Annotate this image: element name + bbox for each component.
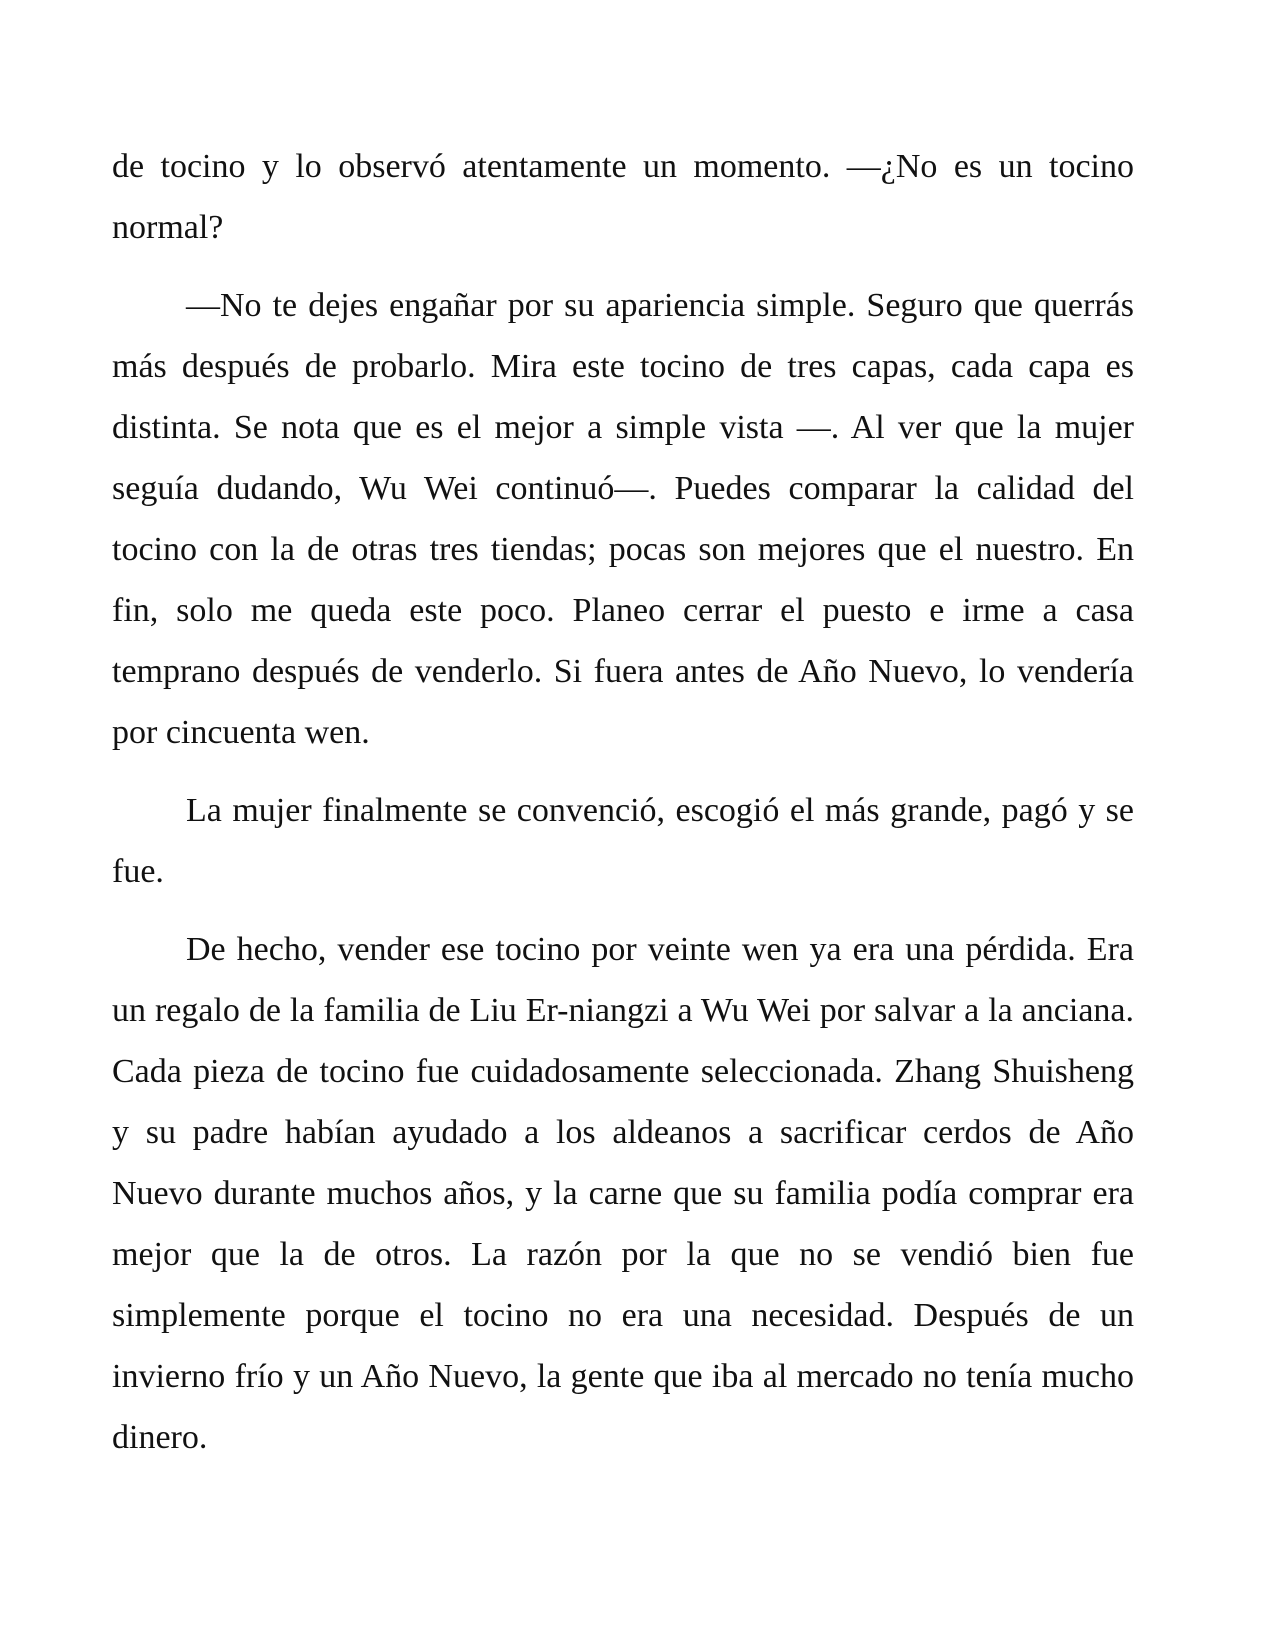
body-text (112, 136, 1134, 1485)
paragraph-1: de tocino y lo observó atentamente un momento. —¿No es un tocino normal? (112, 148, 1134, 246)
paragraph-2: —No te dejes engañar por su apariencia simple. Seguro que querrás más después de probarlo. Mira este tocino de tres capas, cada capa es distinta. Se nota que es el mejor a simple vista —. Al ver que la mujer seguía dudando, Wu Wei continuó—. Puedes comparar la calidad del tocino con la de otras tres tiendas; pocas son mejores que el nuestro. En fin, solo me queda este poco. Planeo cerrar el puesto e irme a casa temprano después de venderlo. Si fuera antes de Año Nuevo, lo vendería por cincuenta wen. (112, 287, 1134, 751)
paragraph-3: La mujer finalmente se convenció, escogió el más grande, pagó y se fue. (112, 792, 1134, 890)
paragraph-4: De hecho, vender ese tocino por veinte wen ya era una pérdida. Era un regalo de la familia de Liu Er-niangzi a Wu Wei por salvar a la anciana. Cada pieza de tocino fue cuidadosamente seleccionada. Zhang Shuisheng y su padre habían ayudado a los aldeanos a sacrificar cerdos de Año Nuevo durante muchos años, y la carne que su familia podía comprar era mejor que la de otros. La razón por la que no se vendió bien fue simplemente porque el tocino no era una necesidad. Después de un invierno frío y un Año Nuevo, la gente que iba al mercado no tenía mucho dinero. (112, 931, 1134, 1456)
